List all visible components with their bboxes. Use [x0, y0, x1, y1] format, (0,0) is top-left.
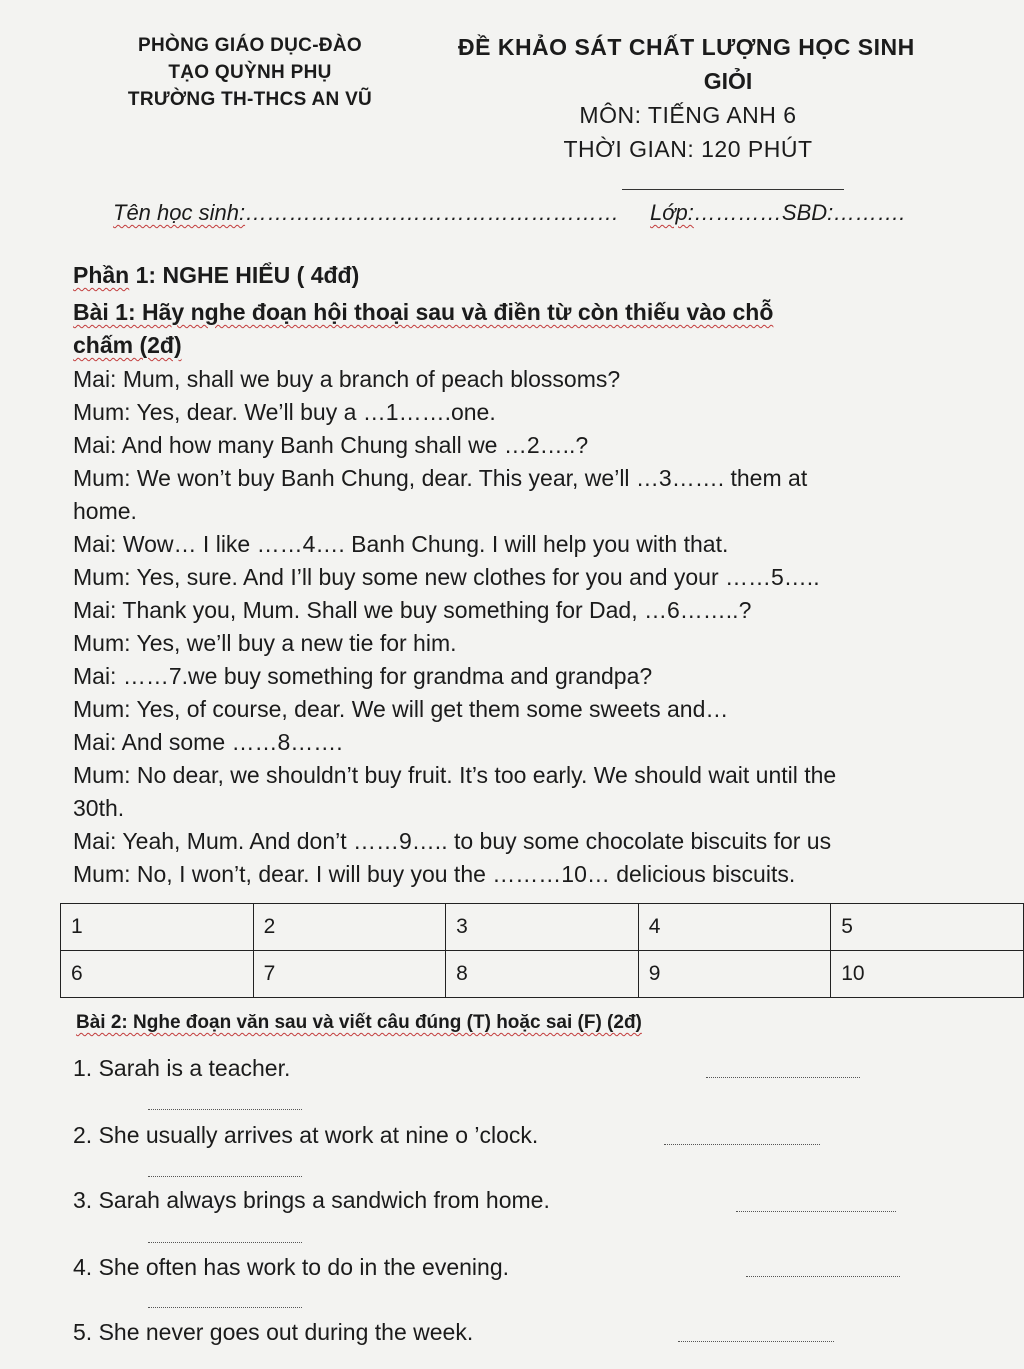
- dialogue-line: 30th.: [73, 795, 125, 821]
- exam-header: [436, 30, 1024, 166]
- dialogue-line: Mum: Yes, of course, dear. We will get them some sweets and…: [73, 696, 729, 722]
- dialogue-line: Mai: Thank you, Mum. Shall we buy something for Dad, …6……..?: [73, 597, 752, 623]
- statement: 1. Sarah is a teacher.: [73, 1055, 291, 1081]
- part1-title-word: Phần: [73, 262, 130, 288]
- answer-blank[interactable]: [148, 1176, 302, 1177]
- answer-row: [61, 951, 1024, 998]
- dialogue-line: Mum: Yes, we’ll buy a new tie for him.: [73, 630, 457, 656]
- sbd-label: SBD:: [781, 200, 834, 225]
- dialogue-line: Mai: Wow… I like ……4…. Banh Chung. I will help you with that.: [73, 531, 729, 557]
- dialogue-line: Mai: And how many Banh Chung shall we …2…..?: [73, 432, 589, 458]
- exam-duration: THỜI GIAN: 120 PHÚT: [563, 136, 813, 162]
- part1-title: [73, 262, 359, 289]
- answer-cell[interactable]: 3: [446, 904, 639, 951]
- answer-cell[interactable]: 5: [831, 904, 1024, 951]
- answer-blank[interactable]: [148, 1307, 302, 1308]
- exam-title-line2: GIỎI: [703, 68, 753, 94]
- answer-blank[interactable]: [706, 1077, 860, 1078]
- answer-cell[interactable]: 1: [61, 904, 254, 951]
- answer-blank[interactable]: [678, 1341, 834, 1342]
- answer-cell[interactable]: 10: [831, 951, 1024, 998]
- answer-cell[interactable]: 7: [253, 951, 446, 998]
- exercise1-line2-text: chấm (2đ): [73, 332, 182, 358]
- sbd-blank[interactable]: ……….: [833, 200, 906, 225]
- answer-table: [60, 903, 1024, 998]
- answer-blank[interactable]: [148, 1242, 302, 1243]
- dialogue-line: Mai: Mum, shall we buy a branch of peach blossoms?: [73, 366, 621, 392]
- school-header: [60, 32, 440, 113]
- answer-blank[interactable]: [148, 1109, 302, 1110]
- part1-title-rest: 1: NGHE HIỂU ( 4đđ): [129, 262, 360, 288]
- answer-cell[interactable]: 6: [61, 951, 254, 998]
- exercise1-instructions: [73, 296, 1024, 362]
- dialogue-line: Mai: And some ……8…….: [73, 729, 343, 755]
- exam-subject: MÔN: TIẾNG ANH 6: [579, 102, 797, 128]
- student-name-blank[interactable]: ……………………………………………: [245, 200, 620, 225]
- class-label: Lớp:: [650, 200, 694, 225]
- dialogue-line: Mum: Yes, sure. And I’ll buy some new clothes for you and your ……5…..: [73, 564, 820, 590]
- answer-cell[interactable]: 4: [638, 904, 831, 951]
- department-name-line2: TẠO QUỲNH PHỤ: [168, 62, 332, 83]
- dialogue: [73, 363, 1024, 891]
- dialogue-line: Mum: No, I won’t, dear. I will buy you the ………10… delicious biscuits.: [73, 861, 796, 887]
- answer-blank[interactable]: [746, 1276, 900, 1277]
- statement: 2. She usually arrives at work at nine o ’clock.: [73, 1122, 539, 1148]
- answer-cell[interactable]: 9: [638, 951, 831, 998]
- dialogue-line: Mai: Yeah, Mum. And don’t ……9….. to buy some chocolate biscuits for us: [73, 828, 832, 854]
- exercise1-line1: Bài 1: Hãy nghe đoạn hội thoại sau và điền từ còn thiếu vào chỗ: [73, 299, 774, 325]
- statement: 5. She never goes out during the week.: [73, 1319, 474, 1345]
- dialogue-line: Mum: No dear, we shouldn’t buy fruit. It’s too early. We should wait until the: [73, 762, 837, 788]
- dialogue-line: Mai: ……7.we buy something for grandma and grandpa?: [73, 663, 653, 689]
- answer-row: [61, 904, 1024, 951]
- exam-title-line1: ĐỀ KHẢO SÁT CHẤT LƯỢNG HỌC SINH: [458, 34, 915, 60]
- answer-cell[interactable]: 2: [253, 904, 446, 951]
- answer-cell[interactable]: 8: [446, 951, 639, 998]
- dialogue-line: Mum: We won’t buy Banh Chung, dear. This year, we’ll …3……. them at: [73, 465, 808, 491]
- dialogue-line: home.: [73, 498, 137, 524]
- statement: 4. She often has work to do in the evening.: [73, 1254, 510, 1280]
- department-name-line1: PHÒNG GIÁO DỤC-ĐÀO: [138, 35, 362, 56]
- student-name-label: Tên học sinh:: [113, 200, 246, 225]
- exercise2-title: [76, 1012, 642, 1034]
- answer-blank[interactable]: [736, 1211, 896, 1212]
- exercise1-line2: [73, 329, 1024, 362]
- class-blank[interactable]: …………: [693, 200, 782, 225]
- header-divider: [622, 189, 844, 190]
- school-name: TRƯỜNG TH-THCS AN VŨ: [127, 89, 373, 110]
- statement: 3. Sarah always brings a sandwich from home.: [73, 1187, 550, 1213]
- answer-blank[interactable]: [664, 1144, 820, 1145]
- exercise2-title-text: Bài 2: Nghe đoạn văn sau và viết câu đúng (T) hoặc sai (F) (2đ): [76, 1012, 642, 1033]
- dialogue-line: Mum: Yes, dear. We’ll buy a …1…….one.: [73, 399, 496, 425]
